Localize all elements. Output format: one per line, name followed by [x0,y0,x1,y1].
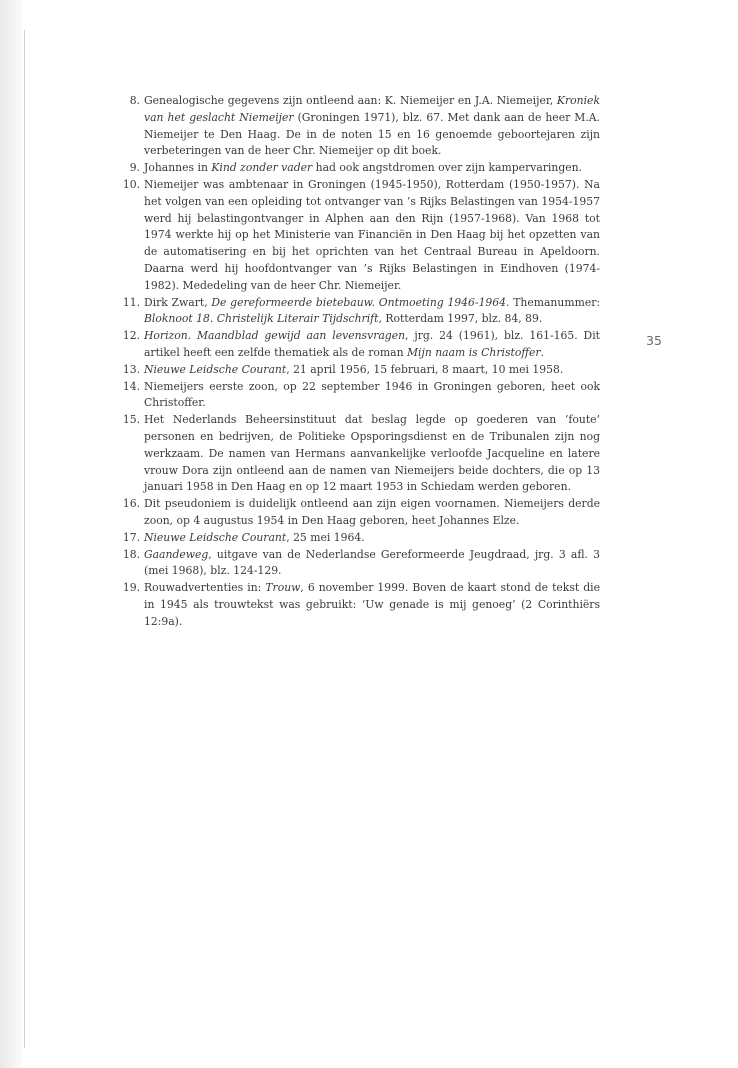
footnote [110,379,600,413]
footnote-number: 8. [129,94,140,107]
footnote [110,412,600,496]
footnote-text-segment: had ook angstdromen over zijn kampervaringen. [312,161,583,175]
footnote-text-segment: (Groningen 1971), blz. 67. Met dank aan de heer M.A. Niemeijer te Den Haag. De in de noten 15 en 16 genoemde geboortejaren zijn verbeteringen van de heer Chr. Niemeijer op dit boek. [144,110,600,158]
page-fold-line [24,30,25,1048]
footnote-title-italic: Nieuwe Leidsche Courant [144,530,287,544]
footnote-text-segment: , Rotterdam 1997, blz. 84, 89. [378,312,543,326]
footnote [110,580,600,630]
footnote-number: 18. [122,547,140,561]
footnote-number: 10. [122,177,140,191]
footnote-text-segment: Dirk Zwart, [144,295,212,309]
footnote-number: 12. [122,329,140,343]
footnote-text-segment: , 6 november 1999. Boven de kaart stond de tekst die in 1945 als trouwtekst was gebruikt: ‘Uw genade is mij genoeg’ (2 Corinthiërs 12:9a). [144,581,600,628]
footnote-text [144,363,563,376]
footnote [110,177,600,295]
footnote-text [144,413,600,493]
footnote-text [144,531,365,544]
footnote-number: 19. [122,581,140,595]
footnote-number: 11. [122,295,140,309]
footnote-text [144,94,600,157]
footnote-text-segment: Niemeijer was ambtenaar in Groningen (1945-1950), Rotterdam (1950-1957). Na het volgen van een opleiding tot ontvanger van ’s Rijks Belastingen van 1954-1957 werd hij belastingontvanger in Alphen aan den Rijn (1957-1968). Van 1968 tot 1974 werkte hij op het Ministerie van Financiën in Den Haag bij het opzetten van de automatisering en bij het oprichten van het Centraal Bureau in Apeldoorn. Daarna werd hij hoofdontvanger van ’s Rijks Belastingen in Eindhoven (1974-1982). Mededeling van de heer Chr. Niemeijer. [144,177,600,292]
footnote [110,295,600,329]
footnote-text-segment: , 25 mei 1964. [286,530,365,544]
footnote-title-italic: Nieuwe Leidsche Courant [144,362,287,376]
footnote-text [144,178,600,292]
footnote-text-segment: , 21 april 1956, 15 februari, 8 maart, 10 mei 1958. [286,362,564,376]
footnote-text-segment: Niemeijers eerste zoon, op 22 september 1946 in Groningen geboren, heet ook Christoffer. [144,379,600,410]
footnote-text-segment: , uitgave van de Nederlandse Gereformeerde Jeugdraad, jrg. 3 afl. 3 (mei 1968), blz. 124-129. [144,547,600,578]
footnote-number: 16. [122,497,140,511]
footnote [110,496,600,530]
footnote-number: 17. [122,530,140,544]
footnote-text-segment: Genealogische gegevens zijn ontleend aan: K. Niemeijer en J.A. Niemeijer, [144,94,557,107]
footnote-title-italic: Mijn naam is Christoffer [406,345,541,359]
footnote [110,547,600,581]
footnote-text-segment: Rouwadvertenties in: [144,581,266,595]
footnote-title-italic: Gaandeweg [144,547,209,561]
page-number: 35 [646,333,662,348]
footnote-number: 13. [122,362,140,376]
footnote-text-segment: Dit pseudoniem is duidelijk ontleend aan zijn eigen voornamen. Niemeijers derde zoon, op 4 augustus 1954 in Den Haag geboren, heet Johannes Elze. [144,497,600,527]
footnote-text [144,581,600,628]
footnote-text-segment: Johannes in [144,161,212,175]
footnote-title-italic: De gereformeerde bietebauw. Ontmoeting 1946-1964. [211,295,510,309]
footnote-text [144,380,600,410]
footnote-text [144,548,600,578]
footnote [110,328,600,362]
footnote-text [144,296,600,326]
page-edge [0,0,22,1068]
footnote [110,362,600,379]
footnote-text-segment: . [540,345,544,359]
footnote-title-italic: Bloknoot 18. Christelijk Literair Tijdschrift [144,312,379,326]
footnote-title-italic: Kind zonder vader [211,161,313,175]
footnote-title-italic: Kroniek van het geslacht Niemeijer [144,94,600,124]
footnote-text [144,497,600,527]
footnote [110,93,600,160]
footnote [110,530,600,547]
footnote-title-italic: Trouw [265,581,301,595]
footnote-number: 14. [122,379,140,393]
footnotes-list [110,93,600,631]
footnote [110,160,600,177]
footnote-text [144,329,600,359]
footnote-text-segment: Themanummer: [509,295,601,309]
footnote-number: 9. [129,161,140,175]
footnote-number: 15. [122,413,140,427]
footnote-text [144,161,582,174]
footnote-title-italic: Horizon. Maandblad gewijd aan levensvragen [144,329,406,343]
footnote-text-segment: Het Nederlands Beheersinstituut dat beslag legde op goederen van ‘foute’ personen en bedrijven, de Politieke Opsporingsdienst en de Tribunalen zijn nog werkzaam. De namen van Hermans aanvankelijke verloofde Jacqueline en latere vrouw Dora zijn ontleend aan de namen van Niemeijers beide dochters, die op 13 januari 1958 in Den Haag en op 12 maart 1953 in Schiedam werden geboren. [144,413,600,494]
footnote-text-segment: , jrg. 24 (1961), blz. 161-165. Dit artikel heeft een zelfde thematiek als de roman [144,329,600,359]
